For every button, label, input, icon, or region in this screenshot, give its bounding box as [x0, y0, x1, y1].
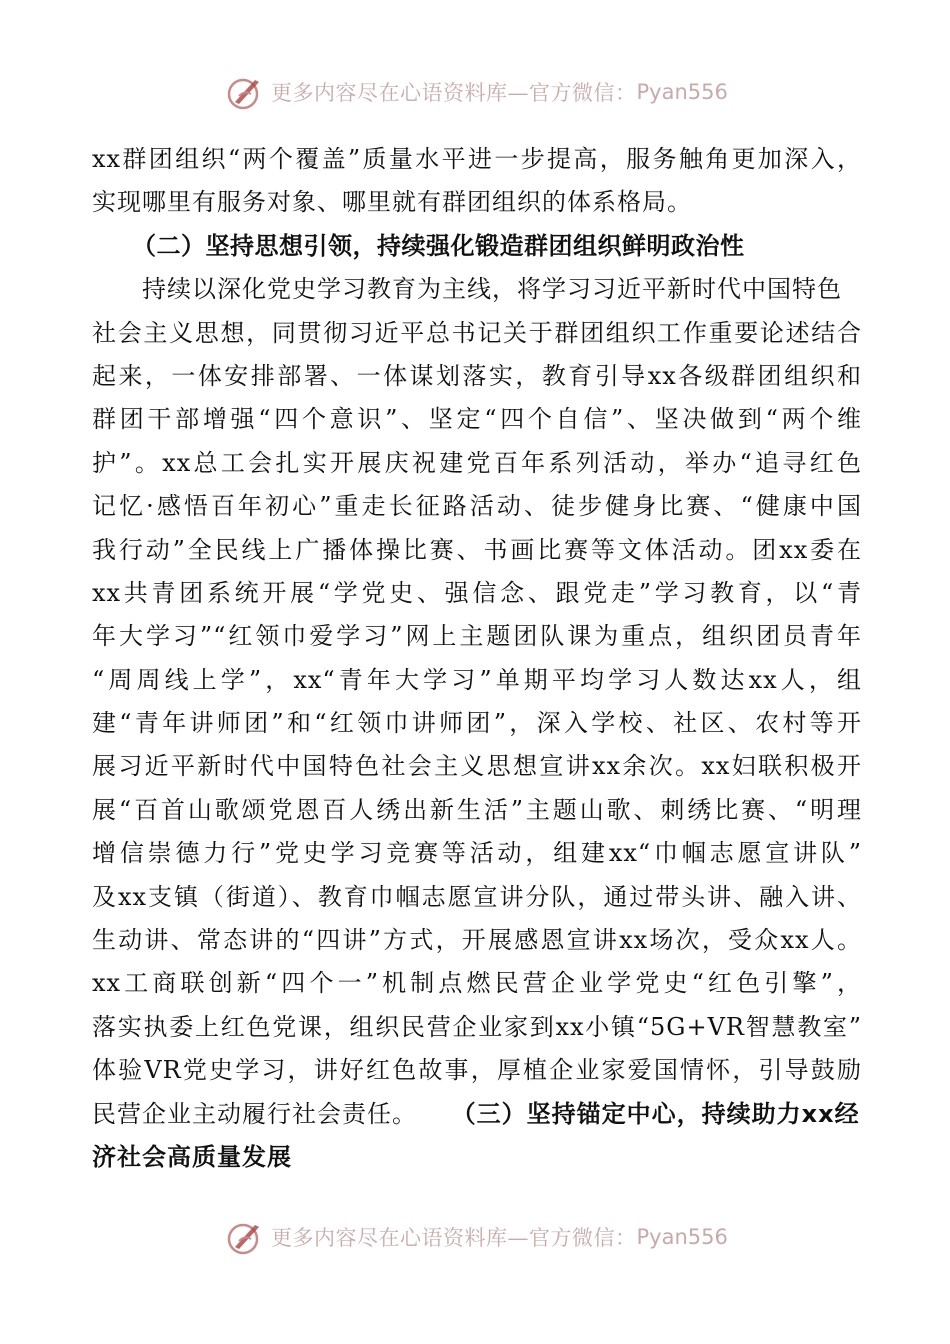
paragraph-end-text: 民营企业主动履行社会责任。	[92, 1099, 417, 1128]
text-line: 社会主义思想，同贯彻习近平总书记关于群团组织工作重要论述结合	[92, 318, 862, 347]
text-line: 生动讲、常态讲的“四讲”方式，开展感恩宣讲xx场次，受众xx人。	[92, 926, 862, 955]
document-body	[92, 138, 862, 1179]
text-line: 年大学习”“红领巾爱学习”网上主题团队课为重点，组织团员青年	[92, 622, 862, 651]
text-line: 护”。xx总工会扎实开展庆祝建党百年系列活动，举办“追寻红色	[92, 448, 862, 477]
banner-text: 更多内容尽在心语资料库—官方微信：	[271, 1226, 637, 1250]
pen-logo-icon	[225, 72, 265, 112]
paragraph-first-line: 持续以深化党史学习教育为主线，将学习习近平新时代中国特色	[142, 275, 842, 304]
text-line: 实现哪里有服务对象、哪里就有群团组织的体系格局。	[92, 188, 692, 217]
text-line: 体验VR党史学习，讲好红色故事，厚植企业家爱国情怀，引导鼓励	[92, 1056, 862, 1085]
text-line: 展习近平新时代中国特色社会主义思想宣讲xx余次。xx妇联积极开	[92, 752, 862, 781]
banner-wechat-id: Pyan556	[636, 80, 728, 104]
text-line: 起来，一体安排部署、一体谋划落实，教育引导xx各级群团组织和	[92, 361, 862, 390]
text-line: “周周线上学”，xx“青年大学习”单期平均学习人数达xx人，组	[92, 665, 862, 694]
text-line: 群团干部增强“四个意识”、坚定“四个自信”、坚决做到“两个维	[92, 405, 862, 434]
text-line: 增信崇德力行”党史学习竞赛等活动，组建xx“巾帼志愿宣讲队”	[92, 839, 862, 868]
text-line: 建“青年讲师团”和“红领巾讲师团”，深入学校、社区、农村等开	[92, 709, 862, 738]
banner-wechat-id: Pyan556	[636, 1225, 728, 1249]
text-line: 及xx支镇（街道）、教育巾帼志愿宣讲分队，通过带头讲、融入讲、	[92, 882, 862, 911]
text-line: 落实执委上红色党课，组织民营企业家到xx小镇“5G+VR智慧教室”	[92, 1012, 862, 1041]
text-line: 我行动”全民线上广播体操比赛、书画比赛等文体活动。团xx委在	[92, 535, 862, 564]
watermark-banner-bottom	[225, 1215, 728, 1259]
text-line: xx共青团系统开展“学党史、强信念、跟党走”学习教育，以“青	[92, 578, 862, 607]
pen-logo-icon	[225, 1217, 265, 1257]
text-line: xx群团组织“两个覆盖”质量水平进一步提高，服务触角更加深入，	[92, 145, 862, 173]
watermark-banner-top	[225, 70, 728, 114]
text-line: xx工商联创新“四个一”机制点燃民营企业学党史“红色引擎”，	[92, 969, 862, 998]
text-line-mixed	[92, 1093, 862, 1136]
section-heading-inline: （三）坚持锚定中心，持续助力xx经	[451, 1099, 860, 1128]
section-heading-continuation: 济社会高质量发展	[92, 1142, 292, 1171]
text-line: 展“百首山歌颂党恩百人绣出新生活”主题山歌、刺绣比赛、“明理	[92, 795, 862, 824]
banner-text: 更多内容尽在心语资料库—官方微信：	[271, 81, 637, 105]
section-heading: （二）坚持思想引领，持续强化锻造群团组织鲜明政治性	[132, 231, 745, 260]
text-line: 记忆·感悟百年初心”重走长征路活动、徒步健身比赛、“健康中国	[92, 492, 862, 521]
